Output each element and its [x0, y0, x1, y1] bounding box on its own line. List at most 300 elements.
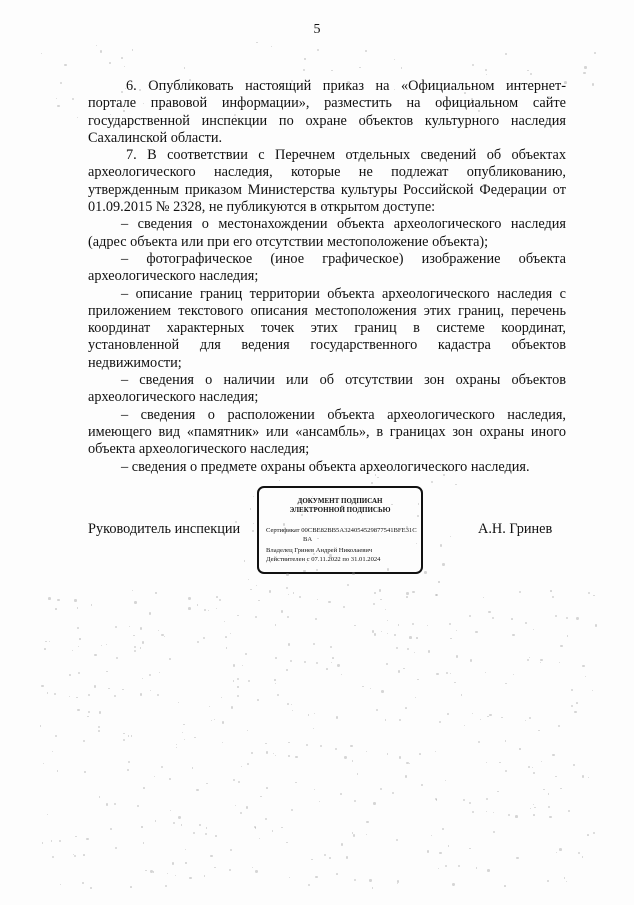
scan-speckle	[515, 815, 518, 818]
scan-speckle	[75, 836, 76, 837]
scan-speckle	[306, 744, 308, 746]
scan-speckle	[134, 650, 136, 652]
scan-speckle	[134, 601, 136, 603]
scan-speckle	[582, 665, 584, 667]
scan-speckle	[533, 814, 535, 816]
scan-speckle	[148, 84, 150, 86]
stamp-title-line1: ДОКУМЕНТ ПОДПИСАН	[297, 497, 383, 505]
scan-speckle	[124, 66, 125, 67]
scan-speckle	[247, 730, 248, 731]
scan-speckle	[299, 106, 300, 107]
scan-speckle	[548, 96, 550, 98]
scan-speckle	[405, 775, 408, 778]
scan-speckle	[115, 847, 117, 849]
scan-speckle	[188, 597, 190, 599]
scan-speckle	[340, 793, 342, 795]
scan-speckle	[549, 816, 551, 818]
scan-speckle	[233, 664, 235, 666]
scan-speckle	[492, 617, 494, 619]
scan-speckle	[225, 636, 227, 638]
scan-speckle	[295, 756, 297, 758]
scan-speckle	[237, 615, 238, 616]
scan-speckle	[438, 868, 439, 869]
list-item-protection-zones: – сведения о наличии или об отсутствии зон охраны объектов археологического наследия;	[88, 372, 566, 406]
scan-speckle	[475, 631, 477, 633]
scan-speckle	[431, 835, 432, 836]
scan-speckle	[127, 769, 129, 771]
scan-speckle	[57, 599, 59, 601]
stamp-title-line2: ЭЛЕКТРОННОЙ ПОДПИСЬЮ	[289, 506, 391, 514]
scan-speckle	[576, 617, 578, 619]
scan-speckle	[374, 592, 376, 594]
scan-speckle	[273, 753, 274, 754]
scan-speckle	[301, 514, 303, 516]
scan-speckle	[60, 884, 61, 885]
scan-speckle	[439, 721, 441, 723]
scan-speckle	[387, 568, 389, 570]
scan-speckle	[45, 641, 47, 643]
scan-speckle	[142, 641, 144, 643]
scan-speckle	[288, 643, 291, 646]
scan-speckle	[106, 803, 108, 805]
scan-speckle	[370, 688, 371, 689]
scan-speckle	[354, 879, 356, 881]
scan-speckle	[397, 880, 399, 882]
scan-speckle	[566, 617, 568, 619]
scan-speckle	[359, 67, 361, 69]
scan-speckle	[452, 883, 454, 885]
scan-speckle	[399, 719, 401, 721]
scan-speckle	[387, 620, 388, 621]
scan-speckle	[463, 799, 465, 801]
scan-speckle	[424, 571, 427, 574]
scan-speckle	[291, 704, 292, 705]
scan-speckle	[256, 585, 257, 586]
scan-speckle	[149, 612, 151, 614]
scan-speckle	[332, 657, 334, 659]
scan-speckle	[336, 873, 338, 875]
scan-speckle	[51, 840, 52, 841]
scan-speckle	[149, 674, 151, 676]
scan-speckle	[197, 604, 199, 606]
scan-speckle	[578, 852, 580, 854]
scan-speckle	[250, 508, 251, 509]
scan-speckle	[293, 592, 295, 594]
scan-speckle	[157, 694, 159, 696]
scan-speckle	[83, 740, 85, 742]
scan-speckle	[469, 848, 470, 849]
stamp-owner: Владелец Гринев Андрей Николаевич	[266, 547, 373, 554]
scan-speckle	[483, 102, 485, 104]
scan-speckle	[538, 730, 540, 732]
scan-speckle	[341, 674, 342, 675]
scan-speckle	[329, 857, 331, 859]
scan-speckle	[94, 685, 96, 687]
scan-speckle	[534, 807, 536, 809]
scan-speckle	[533, 629, 534, 630]
scan-speckle	[98, 730, 100, 732]
scan-speckle	[324, 854, 326, 856]
scan-speckle	[222, 742, 223, 743]
scan-speckle	[505, 683, 506, 684]
scan-speckle	[398, 624, 399, 625]
scan-speckle	[493, 812, 494, 813]
scan-speckle	[210, 855, 213, 858]
scan-speckle	[193, 832, 195, 834]
scan-speckle	[241, 766, 242, 767]
scan-speckle	[376, 709, 378, 711]
scan-speckle	[428, 650, 430, 652]
scan-speckle	[592, 690, 593, 691]
scan-speckle	[173, 822, 175, 824]
scan-speckle	[555, 615, 557, 617]
scan-speckle	[204, 875, 206, 877]
scan-speckle	[183, 724, 185, 726]
scan-speckle	[416, 637, 417, 638]
scan-speckle	[343, 606, 345, 608]
scan-speckle	[573, 764, 575, 766]
list-item-boundaries: – описание границ территории объекта археологического наследия с приложением текстового описания местоположения этих границ, перечень координат характерных точек этих границ в системе координат, установленной для ведения государственного кадастра объектов недвижимости;	[88, 285, 566, 371]
scan-speckle	[226, 647, 227, 648]
scan-speckle	[362, 686, 363, 687]
scan-speckle	[256, 42, 258, 44]
scan-speckle	[582, 775, 584, 777]
scan-speckle	[308, 714, 309, 715]
scan-speckle	[519, 591, 522, 594]
scan-speckle	[114, 803, 116, 805]
scan-speckle	[316, 662, 318, 664]
scan-speckle	[486, 762, 487, 763]
scan-speckle	[440, 544, 442, 546]
scan-speckle	[564, 81, 567, 84]
scan-speckle	[443, 474, 445, 476]
scan-speckle	[366, 821, 368, 823]
list-item-images: – фотографическое (иное графическое) изображение объекта археологического наследия;	[88, 250, 566, 285]
scan-speckle	[216, 596, 218, 598]
scan-speckle	[246, 806, 249, 809]
scan-speckle	[211, 720, 212, 721]
scan-speckle	[209, 706, 210, 707]
scan-speckle	[275, 657, 277, 659]
stamp-validity: Действителен с 07.11.2022 по 31.01.2024	[266, 556, 381, 563]
scan-speckle	[464, 725, 465, 726]
scan-speckle	[83, 854, 85, 856]
scan-speckle	[254, 826, 256, 828]
scan-speckle	[455, 484, 457, 486]
scan-speckle	[253, 496, 254, 497]
scan-speckle	[206, 827, 207, 828]
scan-speckle	[99, 711, 101, 713]
list-item-location: – сведения о местонахождении объекта археологического наследия (адрес объекта или при его отсутствии местоположение объекта);	[88, 216, 566, 250]
scan-speckle	[158, 630, 159, 631]
scan-speckle	[476, 867, 477, 868]
scan-speckle	[558, 725, 560, 727]
scan-speckle	[123, 733, 124, 734]
scan-speckle	[222, 721, 225, 724]
scan-speckle	[527, 70, 528, 71]
scan-speckle	[82, 882, 84, 884]
scan-speckle	[412, 591, 414, 593]
scan-speckle	[230, 633, 231, 634]
scan-speckle	[406, 596, 408, 598]
scan-speckle	[188, 607, 191, 610]
scan-speckle	[140, 627, 143, 630]
scan-speckle	[548, 806, 550, 808]
scan-speckle	[288, 742, 289, 743]
scan-speckle	[132, 49, 133, 50]
scan-speckle	[221, 697, 222, 698]
scan-speckle	[438, 581, 439, 582]
scan-speckle	[450, 673, 451, 674]
scan-speckle	[486, 811, 487, 812]
scan-speckle	[485, 69, 487, 71]
scan-speckle	[329, 554, 331, 556]
scan-speckle	[60, 82, 62, 84]
scan-speckle	[516, 857, 518, 859]
scan-speckle	[401, 67, 402, 68]
scan-speckle	[266, 751, 268, 753]
scan-speckle	[377, 477, 379, 479]
scan-speckle	[244, 560, 246, 562]
scan-speckle	[184, 739, 185, 740]
scan-speckle	[421, 784, 423, 786]
scan-speckle	[169, 658, 171, 660]
scan-speckle	[41, 53, 42, 54]
list-item-monument-location: – сведения о расположении объекта археологического наследия, имеющего вид «памятник» или «ансамбль», в границах зон охраны иного объекта археологического наследия;	[88, 406, 566, 458]
scan-speckle	[331, 662, 332, 663]
scan-speckle	[265, 743, 266, 744]
scan-speckle	[528, 766, 530, 768]
paragraph-restricted-info: 7. В соответствии с Перечнем отдельных сведений об объектах археологического наследия, которые не подлежат опубликованию, утвержденным приказом Министерства культуры Российской Федерации от 01.09.2015 № 2328, не публикуются в открытом доступе:	[88, 147, 566, 216]
scan-speckle	[88, 694, 90, 696]
scan-speckle	[159, 672, 160, 673]
scan-speckle	[128, 761, 131, 764]
scan-speckle	[54, 693, 56, 695]
scan-speckle	[595, 624, 597, 626]
scan-speckle	[489, 714, 492, 717]
scan-speckle	[94, 654, 96, 656]
scan-speckle	[185, 862, 186, 863]
scan-speckle	[427, 850, 429, 852]
scan-speckle	[238, 781, 240, 783]
scan-speckle	[442, 828, 444, 830]
scan-speckle	[505, 53, 507, 55]
scan-speckle	[121, 57, 123, 59]
scan-speckle	[548, 793, 550, 795]
scan-speckle	[252, 530, 254, 532]
scan-speckle	[73, 854, 74, 855]
scan-speckle	[181, 824, 183, 826]
scan-speckle	[387, 753, 388, 754]
scan-speckle	[142, 678, 143, 679]
scan-speckle	[508, 814, 510, 816]
scan-speckle	[291, 809, 293, 811]
scan-speckle	[165, 885, 167, 887]
scan-speckle	[286, 842, 288, 844]
scan-speckle	[169, 778, 171, 780]
scan-speckle	[224, 621, 225, 622]
scan-speckle	[78, 646, 79, 647]
scan-speckle	[499, 762, 501, 764]
scan-speckle	[299, 596, 302, 599]
scan-speckle	[172, 862, 175, 865]
scan-speckle	[77, 709, 79, 711]
scan-speckle	[214, 719, 215, 720]
scan-speckle	[109, 62, 111, 64]
scan-speckle	[366, 834, 367, 835]
scan-speckle	[56, 98, 57, 99]
scan-speckle	[497, 791, 498, 792]
scan-speckle	[42, 842, 43, 843]
scan-speckle	[583, 72, 585, 74]
scan-speckle	[564, 877, 565, 878]
scan-speckle	[386, 663, 388, 665]
scan-speckle	[137, 805, 139, 807]
scan-speckle	[504, 885, 506, 887]
scan-speckle	[215, 835, 217, 837]
scan-speckle	[505, 770, 507, 772]
scan-speckle	[353, 834, 355, 836]
scan-speckle	[347, 584, 349, 586]
scan-speckle	[403, 668, 404, 669]
scan-speckle	[287, 703, 289, 705]
scan-speckle	[115, 626, 117, 628]
scan-speckle	[588, 592, 590, 594]
scan-speckle	[594, 52, 596, 54]
scan-speckle	[415, 697, 416, 698]
scan-speckle	[110, 828, 112, 830]
scan-speckle	[486, 798, 488, 800]
electronic-signature-stamp	[257, 486, 423, 574]
scan-speckle	[335, 748, 337, 750]
scan-speckle	[84, 771, 86, 773]
scan-speckle	[79, 638, 80, 639]
scan-speckle	[154, 776, 155, 777]
scan-speckle	[472, 64, 474, 66]
scan-speckle	[513, 674, 514, 675]
scan-speckle	[257, 699, 259, 701]
scan-speckle	[541, 761, 543, 763]
scan-speckle	[380, 788, 382, 790]
scan-speckle	[374, 633, 377, 636]
scan-speckle	[134, 646, 136, 648]
scan-speckle	[143, 842, 145, 844]
scan-speckle	[396, 647, 398, 649]
scan-speckle	[346, 856, 348, 858]
scan-speckle	[567, 635, 568, 636]
scan-speckle	[311, 859, 312, 860]
scan-speckle	[106, 671, 107, 672]
scan-speckle	[99, 796, 101, 798]
scan-speckle	[281, 610, 283, 612]
scan-speckle	[512, 634, 514, 636]
scan-speckle	[373, 603, 375, 605]
scan-speckle	[164, 636, 165, 637]
scan-speckle	[106, 644, 107, 645]
scan-speckle	[43, 763, 44, 764]
scan-speckle	[532, 767, 533, 768]
scan-speckle	[140, 693, 142, 695]
scan-speckle	[566, 881, 567, 882]
scan-speckle	[182, 732, 183, 733]
scan-speckle	[369, 879, 371, 881]
scan-speckle	[90, 887, 92, 889]
scan-speckle	[456, 630, 457, 631]
scan-speckle	[381, 631, 382, 632]
scan-speckle	[74, 855, 76, 857]
scan-speckle	[472, 811, 474, 813]
scan-speckle	[529, 717, 531, 719]
scan-speckle	[336, 716, 338, 718]
scan-speckle	[379, 589, 381, 591]
scan-speckle	[231, 706, 233, 708]
scan-speckle	[272, 830, 274, 832]
scan-speckle	[143, 787, 145, 789]
scan-speckle	[189, 877, 191, 879]
scan-speckle	[352, 832, 354, 834]
scan-speckle	[406, 526, 408, 528]
scan-speckle	[435, 594, 437, 596]
scan-speckle	[394, 89, 395, 90]
scan-speckle	[77, 117, 78, 118]
scan-speckle	[286, 587, 288, 589]
scan-speckle	[314, 789, 315, 790]
scan-speckle	[260, 796, 261, 797]
scan-speckle	[304, 58, 305, 59]
scan-speckle	[306, 562, 307, 563]
scan-speckle	[116, 657, 118, 659]
scan-speckle	[560, 645, 562, 647]
scan-speckle	[406, 762, 408, 764]
scan-speckle	[380, 599, 381, 600]
scan-speckle	[331, 70, 333, 72]
scan-speckle	[449, 623, 451, 625]
scan-speckle	[445, 865, 447, 867]
scan-speckle	[398, 670, 400, 672]
scan-speckle	[229, 869, 231, 871]
scan-speckle	[576, 702, 578, 704]
scan-speckle	[394, 59, 395, 60]
scan-speckle	[543, 789, 544, 790]
scan-speckle	[385, 609, 386, 610]
scan-speckle	[487, 716, 489, 718]
scan-speckle	[308, 884, 311, 887]
scan-speckle	[233, 779, 235, 781]
scan-speckle	[132, 590, 133, 591]
scan-speckle	[133, 635, 134, 636]
scan-speckle	[155, 820, 156, 821]
scan-speckle	[352, 760, 354, 762]
scan-speckle	[88, 711, 90, 713]
scan-speckle	[448, 845, 449, 846]
scan-speckle	[574, 711, 576, 713]
scan-speckle	[129, 626, 130, 627]
scan-speckle	[196, 789, 198, 791]
scan-speckle	[373, 802, 375, 804]
scan-speckle	[485, 672, 487, 674]
scan-speckle	[559, 662, 560, 663]
scan-speckle	[447, 113, 448, 114]
scan-speckle	[412, 623, 414, 625]
scan-speckle	[313, 728, 314, 729]
scan-speckle	[315, 876, 317, 878]
scan-speckle	[456, 655, 458, 657]
scan-speckle	[419, 753, 421, 755]
scan-speckle	[560, 788, 562, 790]
scan-speckle	[287, 616, 289, 618]
scan-speckle	[427, 625, 428, 626]
scan-speckle	[416, 543, 417, 544]
